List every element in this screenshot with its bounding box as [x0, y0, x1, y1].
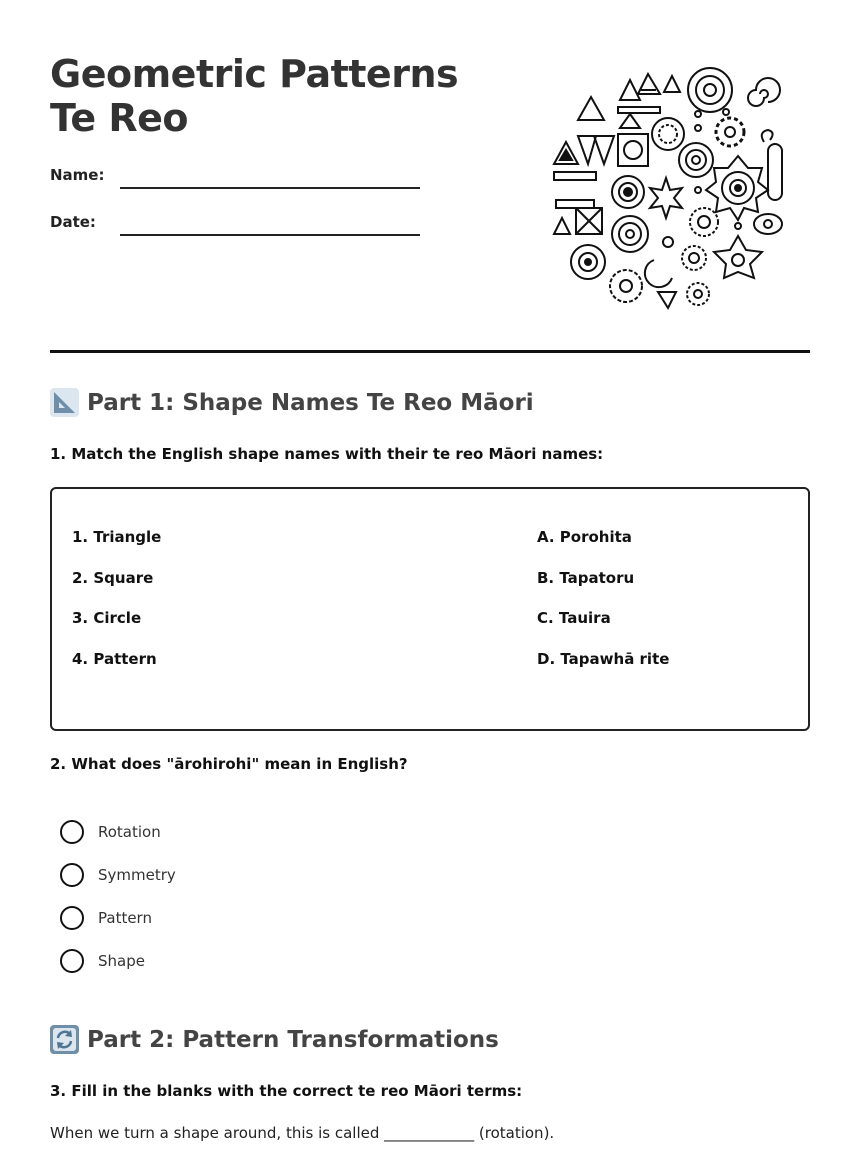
match-right-item: C. Tauira — [537, 609, 611, 627]
radio-button[interactable] — [60, 863, 84, 887]
option-label: Pattern — [98, 909, 152, 927]
radio-button[interactable] — [60, 949, 84, 973]
part2-heading-text: Part 2: Pattern Transformations — [87, 1026, 499, 1053]
match-left-item: 3. Circle — [72, 609, 142, 627]
option-label: Symmetry — [98, 866, 176, 884]
match-left-item: 4. Pattern — [72, 650, 157, 668]
answer-option[interactable] — [60, 863, 176, 887]
part1-heading — [50, 388, 534, 417]
geometric-pattern-illustration — [548, 64, 788, 314]
date-label: Date: — [50, 213, 96, 231]
match-right-item: B. Tapatoru — [537, 569, 635, 587]
part1-heading-text: Part 1: Shape Names Te Reo Māori — [87, 389, 534, 416]
radio-button[interactable] — [60, 906, 84, 930]
match-right-item: A. Porohita — [537, 528, 632, 546]
rotate-arrows-icon — [50, 1025, 79, 1054]
answer-option[interactable] — [60, 820, 161, 844]
fill-in-sentence[interactable]: When we turn a shape around, this is called ____________ (rotation). — [50, 1124, 555, 1142]
option-label: Shape — [98, 952, 145, 970]
page-title: Geometric Patterns Te Reo — [50, 52, 459, 140]
option-label: Rotation — [98, 823, 161, 841]
radio-button[interactable] — [60, 820, 84, 844]
answer-option[interactable] — [60, 949, 145, 973]
question-1-prompt: 1. Match the English shape names with their te reo Māori names: — [50, 445, 604, 463]
part2-heading — [50, 1025, 499, 1054]
triangle-ruler-icon — [50, 388, 79, 417]
name-field[interactable] — [120, 187, 420, 189]
name-label: Name: — [50, 166, 105, 184]
match-left-item: 2. Square — [72, 569, 154, 587]
matching-box — [50, 487, 810, 731]
question-2-prompt: 2. What does "ārohirohi" mean in English? — [50, 755, 408, 773]
date-field[interactable] — [120, 234, 420, 236]
match-left-item: 1. Triangle — [72, 528, 162, 546]
answer-option[interactable] — [60, 906, 152, 930]
match-right-item: D. Tapawhā rite — [537, 650, 670, 668]
question-3-prompt: 3. Fill in the blanks with the correct te reo Māori terms: — [50, 1082, 523, 1100]
header-divider — [50, 350, 810, 353]
